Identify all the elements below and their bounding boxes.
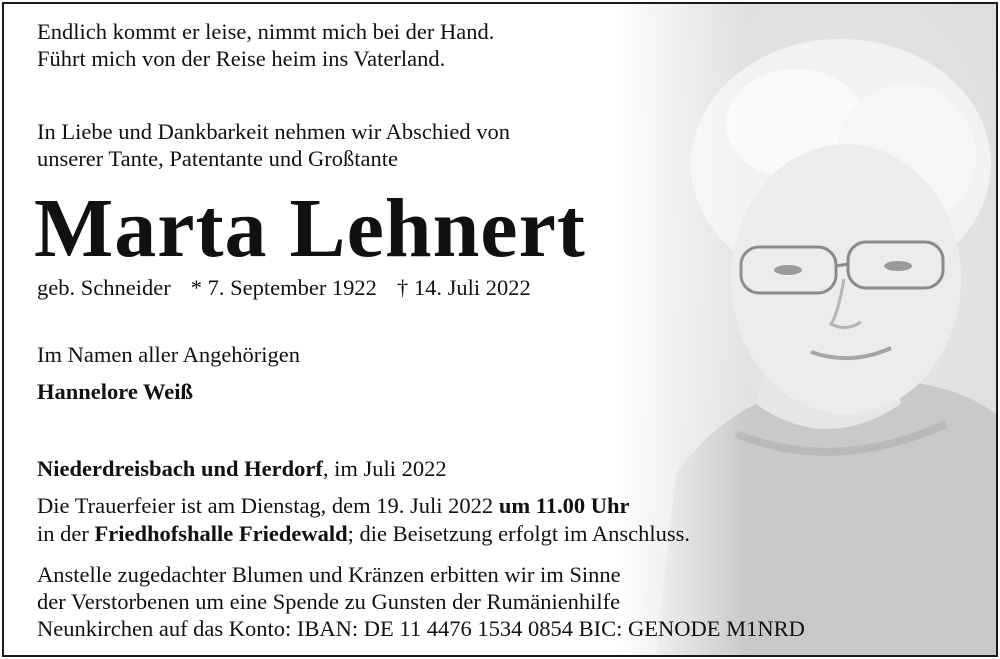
service-line-1 — [37, 492, 629, 519]
service-line-2 — [37, 520, 690, 547]
donation-line-3: Neunkirchen auf das Konto: IBAN: DE 11 4476 1534 0854 BIC: GENODE M1NRD — [37, 616, 805, 641]
intro-line-2: unserer Tante, Patentante und Großtante — [37, 146, 399, 171]
donation-line-1: Anstelle zugedachter Blumen und Kränzen erbitten wir im Sinne — [37, 562, 621, 587]
service-text: Die Trauerfeier ist am Dienstag, dem 19. Juli 2022 — [37, 493, 499, 518]
life-dates — [37, 274, 531, 301]
portrait-icon — [616, 4, 996, 655]
service-time: um 11.00 Uhr — [498, 493, 630, 518]
poem-line-2: Führt mich von der Reise heim ins Vaterland. — [37, 46, 446, 71]
donation-line-2: der Verstorbenen um eine Spende zu Gunsten der Rumänienhilfe — [37, 589, 621, 614]
maiden-name: geb. Schneider — [37, 275, 171, 300]
place-date — [37, 455, 447, 482]
birth-date: * 7. September 1922 — [190, 275, 377, 300]
date: , im Juli 2022 — [322, 456, 447, 481]
death-date: † 14. Juli 2022 — [396, 275, 531, 300]
service-location: Friedhofshalle Friedewald — [94, 521, 348, 546]
mourners-intro: Im Namen aller Angehörigen — [37, 342, 301, 367]
mourner-name: Hannelore Weiß — [37, 379, 194, 404]
intro-line-1: In Liebe und Dankbarkeit nehmen wir Abschied von — [37, 119, 510, 144]
obituary-notice — [2, 2, 998, 657]
poem-line-1: Endlich kommt er leise, nimmt mich bei der Hand. — [37, 19, 495, 44]
deceased-name: Marta Lehnert — [34, 182, 586, 275]
portrait-photo — [616, 4, 996, 655]
place: Niederdreisbach und Herdorf — [37, 456, 323, 481]
service-text-2: in der — [37, 521, 95, 546]
service-text-3: ; die Beisetzung erfolgt im Anschluss. — [347, 521, 691, 546]
